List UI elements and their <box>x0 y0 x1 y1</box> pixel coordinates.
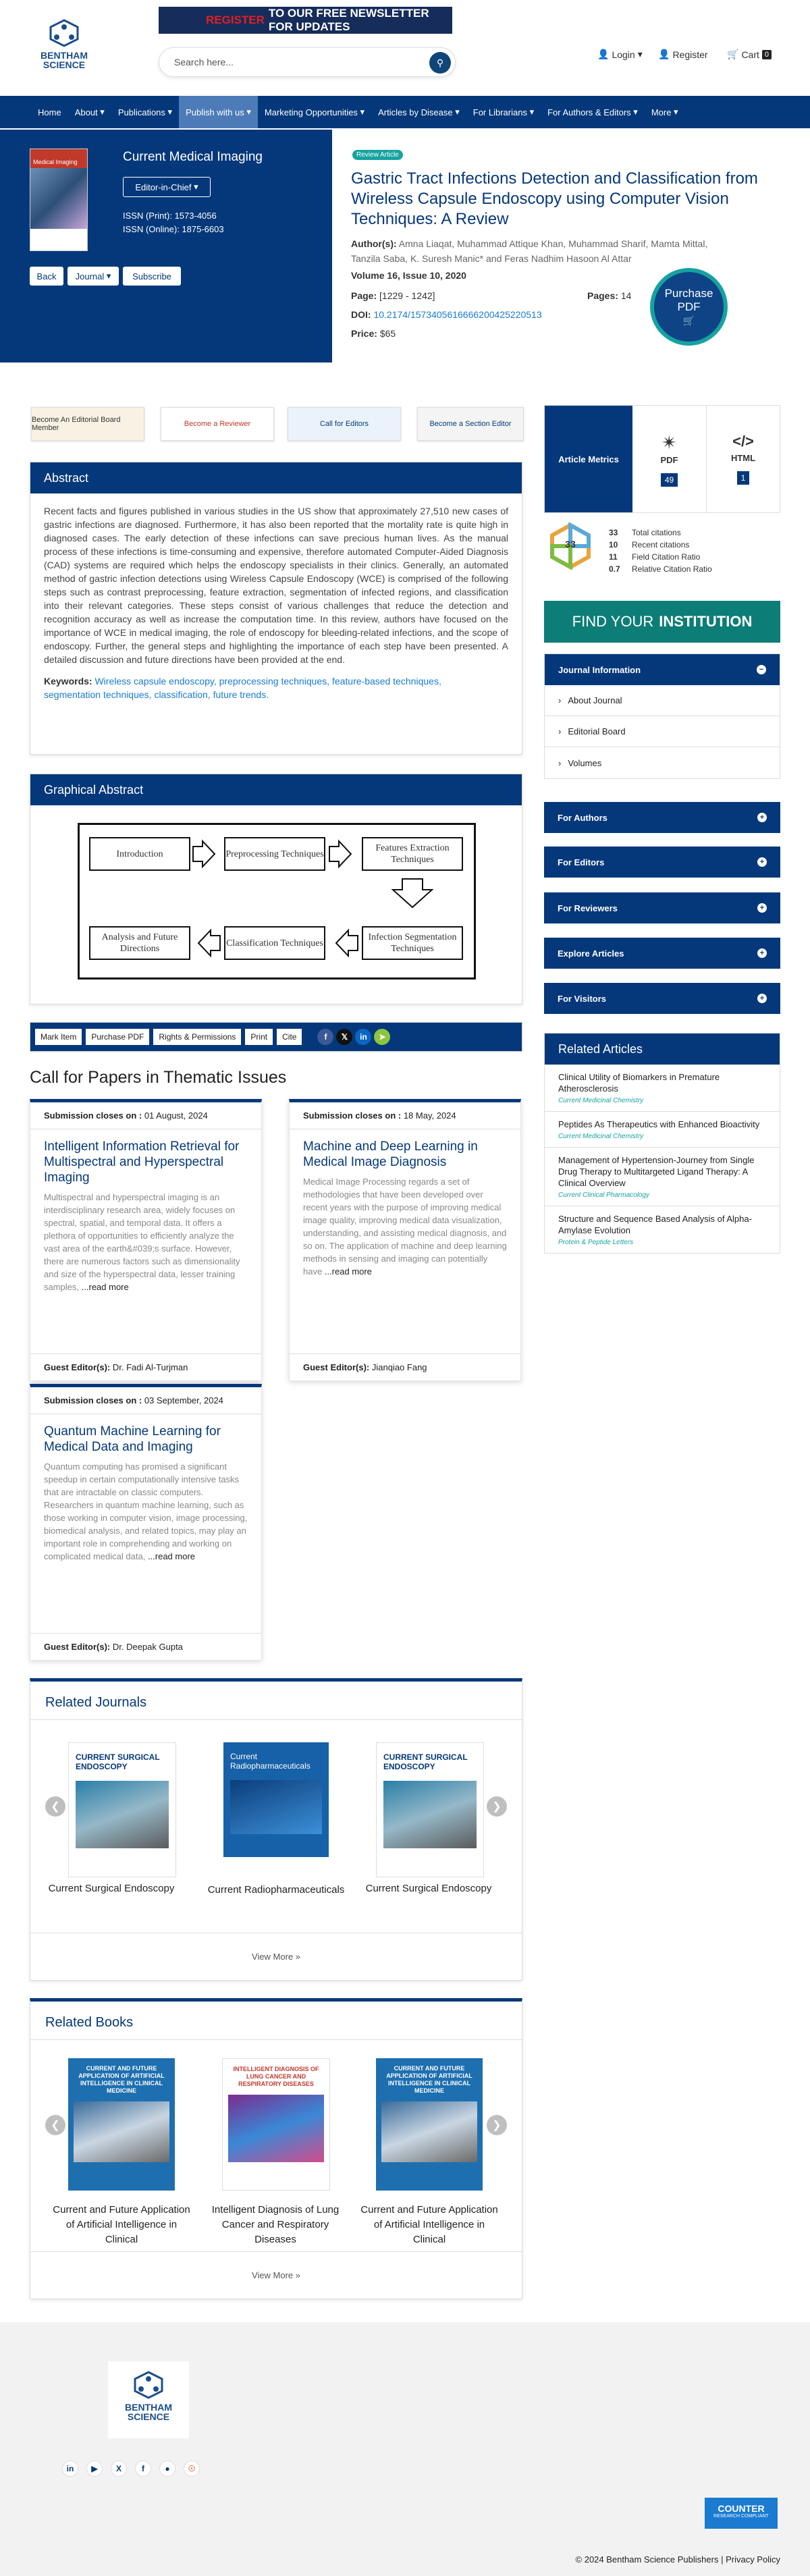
ge-label: Guest Editor(s): <box>44 1642 111 1652</box>
html-label: HTML <box>730 453 756 463</box>
graphical-abstract-heading: Graphical Abstract <box>30 774 522 805</box>
cfp-guest-editor <box>290 1353 520 1380</box>
cfp-desc-text: Multispectral and hyperspectral imaging is an interdisciplinary research area, widely focuses on spectral, spatial, and temporal data. It offers a plethora of opportunities to efficiently analyze the vast area of the earth&#039;s surface. However, there are numerous factors such as dimensionality and size of the hyperspectral data, lesser training samples, <box>44 1192 240 1292</box>
journal-info-item-label: Volumes <box>568 757 602 768</box>
search-icon: ⚲ <box>436 57 444 68</box>
linkedin-icon[interactable]: in <box>355 1029 371 1045</box>
cfp-card[interactable] <box>30 1099 262 1381</box>
related-article-journal: Current Medicinal Chemistry <box>558 1133 644 1140</box>
nav-home[interactable]: Home <box>38 107 61 117</box>
cfp-heading: Call for Papers in Thematic Issues <box>30 1068 287 1087</box>
cart-icon: 🛒 <box>682 315 695 326</box>
flow-diagram <box>78 823 476 980</box>
journal-info-item-label: About Journal <box>568 695 622 705</box>
subscribe-button[interactable]: Subscribe <box>123 267 181 286</box>
related-article[interactable] <box>545 1206 780 1253</box>
nav-publications-label: Publications <box>117 107 165 117</box>
flow-classification: Classification Techniques <box>224 926 325 960</box>
chevron-right-icon[interactable]: ❯ <box>487 1796 507 1817</box>
find-label-1: FIND YOUR <box>572 613 654 630</box>
accordion-explore-articles[interactable] <box>544 938 780 969</box>
sub-label: Submission closes on : <box>44 1395 142 1405</box>
chevron-right-icon: › <box>558 757 562 768</box>
page-info <box>351 290 435 301</box>
nav-librarians-label: For Librarians <box>473 107 527 117</box>
nav-authors-editors[interactable]: For Authors & Editors ▾ <box>547 107 638 117</box>
counter-label: COUNTER <box>718 2503 765 2514</box>
read-more-link[interactable]: ...read more <box>147 1551 196 1561</box>
accordion-for-visitors[interactable] <box>544 983 780 1014</box>
logo-hexagon-icon <box>47 19 81 47</box>
price-value: $65 <box>379 328 396 339</box>
mark-item-button[interactable]: Mark Item <box>34 1028 82 1046</box>
counter-badge[interactable] <box>705 2498 778 2529</box>
facebook-icon[interactable]: f <box>317 1029 333 1045</box>
purchase-label-2: PDF <box>677 300 701 313</box>
book-name-1[interactable]: Current and Future Application of Artificial Intelligence in Clinical <box>53 2204 190 2245</box>
related-article-journal: Current Clinical Pharmacology <box>558 1191 650 1199</box>
x-twitter-icon[interactable]: X <box>111 2461 127 2477</box>
related-journals-heading: Related Journals <box>45 1695 147 1710</box>
sub-date: 18 May, 2024 <box>403 1110 456 1121</box>
doi-label: DOI: <box>351 309 371 320</box>
journal-dropdown[interactable]: Journal ▾ <box>68 267 119 286</box>
plus-icon: + <box>757 994 767 1003</box>
weibo-icon[interactable]: ☉ <box>184 2461 200 2477</box>
chevron-left-icon[interactable]: ❮ <box>45 1796 65 1817</box>
youtube-icon[interactable]: ▶ <box>86 2461 103 2477</box>
abstract-panel <box>30 462 522 755</box>
citation-row <box>609 563 712 575</box>
journal-name-2[interactable]: Current Radiopharmaceuticals <box>207 1884 345 1896</box>
sub-date: 03 September, 2024 <box>144 1395 223 1405</box>
ge-name: Dr. Deepak Gupta <box>112 1642 183 1652</box>
book-cover-1-title: CURRENT AND FUTURE APPLICATION OF ARTIFICIAL INTELLIGENCE IN CLINICAL MEDICINE <box>78 2065 165 2094</box>
related-article-journal: Current Medicinal Chemistry <box>558 1097 644 1104</box>
cover-image <box>383 1781 477 1848</box>
volume-info: Volume 16, Issue 10, 2020 <box>351 270 466 281</box>
related-article-title: Management of Hypertension-Journey from Single Drug Therapy to Multitargeted Ligand Therapy: A Clinical Overview <box>558 1155 755 1188</box>
ge-label: Guest Editor(s): <box>303 1362 370 1372</box>
nav-more-label: More <box>651 107 672 117</box>
cfp-description <box>30 1185 261 1293</box>
divider <box>30 1719 522 1720</box>
citation-n: 11 <box>609 552 618 562</box>
chevron-left-icon[interactable]: ❮ <box>45 2115 65 2135</box>
journal-info-panel <box>544 653 780 779</box>
related-article[interactable] <box>545 1065 780 1112</box>
journal-info-item[interactable] <box>545 747 780 778</box>
ge-name: Dr. Fadi Al-Turjman <box>112 1362 188 1372</box>
nav-about-label: About <box>74 107 98 117</box>
rights-button[interactable]: Rights & Permissions <box>153 1028 242 1046</box>
cfp-description <box>290 1170 520 1278</box>
accordion-for-authors[interactable] <box>544 802 780 833</box>
read-more-link[interactable]: ...read more <box>324 1266 372 1277</box>
nav-marketing-label: Marketing Opportunities <box>264 107 358 117</box>
plus-icon: + <box>757 857 767 867</box>
footer-social <box>62 2461 200 2477</box>
divider <box>30 2039 522 2040</box>
editor-label: Editor-in-Chief <box>135 182 192 192</box>
related-article-title: Clinical Utility of Biomarkers in Premature Atherosclerosis <box>558 1072 720 1094</box>
cfp-desc-text: Medical Image Processing regards a set of methodologies that have been developed over recent years with the purpose of improving medical image quality, improving medical data visualization, understanding, and assisting medical diagnosis, and so on. The application of machine and deep learning methods in sensing and imaging can potentially have <box>303 1177 507 1277</box>
citation-row <box>609 551 712 563</box>
cfp-title[interactable]: Machine and Deep Learning in Medical Image Diagnosis <box>303 1139 478 1169</box>
sub-label: Submission closes on : <box>303 1110 402 1121</box>
citation-label: Field Citation Ratio <box>632 552 701 562</box>
article-title: Gastric Tract Infections Detection and Classification from Wireless Capsule Endoscopy using Computer Vision Techniques: A Review <box>351 169 758 228</box>
view-more-label: View More <box>251 1952 294 1962</box>
related-article-title: Structure and Sequence Based Analysis of Alpha-Amylase Evolution <box>558 1214 752 1235</box>
dimensions-badge[interactable] <box>544 522 780 583</box>
linkedin-icon[interactable]: in <box>62 2461 78 2477</box>
cfp-submission <box>290 1102 520 1129</box>
graphical-abstract-panel <box>30 774 522 1004</box>
journal-info-toggle[interactable] <box>545 654 780 685</box>
cfp-card[interactable] <box>30 1384 262 1661</box>
newsletter-banner[interactable] <box>159 7 452 34</box>
journal-cover-3-title: CURRENT SURGICAL ENDOSCOPY <box>383 1752 468 1771</box>
accordion-label: Explore Articles <box>558 948 624 959</box>
keywords-links-1[interactable]: Wireless capsule endoscopy, preprocessing techniques, feature-based techniques, <box>94 676 441 687</box>
pdf-label: PDF <box>660 455 678 465</box>
flow-arrows-icon <box>80 825 474 977</box>
price-label: Price: <box>351 328 377 339</box>
related-article[interactable] <box>545 1112 780 1148</box>
cfp-description <box>30 1455 261 1563</box>
related-articles-panel <box>544 1033 780 1254</box>
cfp-title[interactable]: Quantum Machine Learning for Medical Data and Imaging <box>44 1424 221 1454</box>
cfp-desc-text: Quantum computing has promised a significant speedup in certain computationally intensive tasks that are intractable on classic computers. Researchers in quantum machine learning, such as those working in computer vision, image processing, biomedical analysis, and related topics, may play an important role in comprehending and working on complicated medical data, <box>44 1461 248 1561</box>
view-more-label: View More <box>251 2270 294 2280</box>
nav-articles-disease[interactable]: Articles by Disease ▾ <box>378 107 460 117</box>
cover-title: Medical Imaging <box>30 149 87 168</box>
book-cover-3-title: CURRENT AND FUTURE APPLICATION OF ARTIFICIAL INTELLIGENCE IN CLINICAL MEDICINE <box>386 2065 473 2094</box>
search-bar[interactable] <box>159 47 456 77</box>
abstract-heading: Abstract <box>30 462 522 493</box>
divider <box>30 2251 522 2252</box>
editor-in-chief-button[interactable]: Editor-in-Chief ▾ <box>123 177 211 197</box>
related-journals-panel <box>30 1678 522 1981</box>
nav-about[interactable]: About ▾ <box>74 107 105 117</box>
journal-info-item-label: Editorial Board <box>568 726 626 736</box>
article-type-badge: Review Article <box>352 150 403 160</box>
accordion-label: For Editors <box>558 857 605 867</box>
cover-image <box>228 2095 324 2162</box>
view-more-books[interactable]: View More » <box>251 2270 301 2280</box>
nav-disease-label: Articles by Disease <box>378 107 453 117</box>
banner-register: REGISTER <box>206 14 265 26</box>
book-cover-3[interactable] <box>376 2058 483 2191</box>
pdf-icon: ✴ <box>661 432 678 453</box>
journal-cover-3[interactable] <box>376 1742 484 1877</box>
nav-authors-label: For Authors & Editors <box>547 107 631 117</box>
cart-label: Cart <box>741 49 759 60</box>
register-link[interactable] <box>658 49 708 60</box>
chevron-right-icon[interactable]: ❯ <box>487 2115 507 2135</box>
related-article-journal: Protein & Peptide Letters <box>558 1239 634 1246</box>
cfp-title[interactable]: Intelligent Information Retrieval for Multispectral and Hyperspectral Imaging <box>44 1139 240 1185</box>
accordion-label: For Reviewers <box>558 903 618 913</box>
accordion-label: For Visitors <box>558 993 607 1004</box>
dimensions-score: 33 <box>565 539 576 549</box>
journal-cover-1[interactable] <box>68 1742 176 1877</box>
accordion-label: For Authors <box>558 812 608 823</box>
citation-row <box>609 527 712 539</box>
footer-logo-text-2: SCIENCE <box>127 2411 170 2422</box>
related-books-panel <box>30 1998 522 2299</box>
find-institution-banner[interactable] <box>544 601 780 643</box>
authors-block <box>351 236 796 266</box>
issn-online: ISSN (Online): 1875-6603 <box>123 224 224 234</box>
flow-introduction: Introduction <box>89 837 190 871</box>
find-label-2: INSTITUTION <box>659 613 753 630</box>
journal-btn-label: Journal <box>75 271 105 281</box>
journal-info-item[interactable] <box>545 685 780 716</box>
nav-publications[interactable]: Publications ▾ <box>117 107 173 117</box>
logo-hexagon-icon <box>132 2371 165 2399</box>
logo-text-2: SCIENCE <box>43 59 86 70</box>
book-cover-2[interactable] <box>222 2058 330 2191</box>
book-cover-1[interactable] <box>68 2058 175 2191</box>
page-label: Page: <box>351 290 377 301</box>
nav-marketing[interactable]: Marketing Opportunities ▾ <box>264 107 365 117</box>
price-info <box>351 328 396 339</box>
login-link[interactable] <box>597 49 643 60</box>
citation-stats <box>609 527 712 575</box>
site-logo[interactable] <box>34 19 94 80</box>
ad-editorial-board[interactable]: Become An Editorial Board Member <box>31 407 144 441</box>
share-icon[interactable]: ➤ <box>374 1029 390 1045</box>
main-nav <box>0 96 810 128</box>
minus-icon: − <box>757 665 766 674</box>
cite-button[interactable]: Cite <box>276 1028 302 1046</box>
flow-preprocessing: Preprocessing Techniques <box>224 837 325 871</box>
citation-n: 33 <box>609 528 618 537</box>
nav-publish-label: Publish with us <box>186 107 244 117</box>
privacy-link[interactable]: Privacy Policy <box>726 2554 780 2565</box>
doi-info <box>351 309 542 320</box>
search-input[interactable]: Search here... <box>174 57 234 68</box>
journal-info-item[interactable] <box>545 716 780 747</box>
keywords <box>30 666 522 701</box>
cart-icon: 🛒 <box>727 49 739 59</box>
related-books-heading: Related Books <box>45 2015 134 2030</box>
user-icon: 👤 <box>597 49 610 59</box>
citation-label: Relative Citation Ratio <box>632 564 712 574</box>
chevron-right-icon: › <box>558 695 562 705</box>
sub-date: 01 August, 2024 <box>144 1110 208 1121</box>
issn-print: ISSN (Print): 1573-4056 <box>123 211 217 221</box>
cover-image <box>381 2101 477 2162</box>
journal-cover-2[interactable] <box>223 1742 329 1857</box>
counter-sub: RESEARCH COMPLIANT <box>713 2514 769 2519</box>
html-metric[interactable] <box>707 406 780 512</box>
footer-logo[interactable] <box>108 2361 189 2438</box>
x-twitter-icon[interactable]: 𝕏 <box>336 1029 352 1045</box>
purchase-pdf-tool[interactable]: Purchase PDF <box>85 1028 150 1046</box>
user-plus-icon: 👤 <box>658 49 670 59</box>
page-value: [1229 - 1242] <box>379 290 435 301</box>
pdf-count: 49 <box>661 473 678 487</box>
copyright-text: © 2024 Bentham Science Publishers <box>575 2554 719 2565</box>
cfp-submission <box>30 1387 261 1414</box>
plus-icon: + <box>757 903 767 913</box>
code-icon: </> <box>732 433 754 450</box>
book-cover-2-title: INTELLIGENT DIAGNOSIS OF LUNG CANCER AND RESPIRATORY DISEASES <box>233 2066 319 2087</box>
purchase-pdf-button[interactable] <box>650 268 728 346</box>
citation-n: 0.7 <box>609 564 620 574</box>
read-more-link[interactable]: ...read more <box>81 1282 129 1292</box>
ad-reviewer[interactable]: Become a Reviewer <box>161 407 274 441</box>
chevron-down-icon: ▾ <box>637 49 643 59</box>
related-articles-heading: Related Articles <box>545 1034 780 1065</box>
ge-name: Jianqiao Fang <box>371 1362 427 1372</box>
journal-name-3[interactable]: Current Surgical Endoscopy <box>365 1883 492 1894</box>
search-button[interactable] <box>429 52 451 74</box>
journal-name-1[interactable]: Current Surgical Endoscopy <box>48 1883 175 1894</box>
purchase-label: Purchase <box>664 286 713 300</box>
footer-logo-text: BENTHAM <box>125 2402 172 2413</box>
pages-info <box>587 290 631 301</box>
citation-row <box>609 539 712 551</box>
related-article[interactable] <box>545 1148 780 1206</box>
cfp-guest-editor <box>30 1353 261 1380</box>
authors-label: Author(s): <box>351 238 397 249</box>
facebook-icon[interactable]: f <box>135 2461 151 2477</box>
cover-image <box>230 1780 322 1834</box>
journal-info-label: Journal Information <box>558 664 641 675</box>
keywords-links-2[interactable]: segmentation techniques, classification, future trends. <box>44 689 269 700</box>
citation-n: 10 <box>609 540 618 549</box>
cover-image <box>30 168 87 229</box>
nav-librarians[interactable]: For Librarians ▾ <box>473 107 535 117</box>
abstract-text: Recent facts and figures published in various studies in the US show that approximately 27,510 new cases of gastric infections are diagnosed. Furthermore, it has also been reported that the mortality rate is quite high in diagnosed cases. The early detection of these infections can save precious human lives. As the manual process of these infections is time-consuming and expensive, therefore automated Computer-Aided Diagnosis (CAD) systems are required which helps the endoscopy specialists in their clinics. Generally, an automated method of gastric infection detections using Wireless Capsule Endoscopy (WCE) is comprised of the following steps such as contrast preprocessing, feature extraction, segmentation of infected regions, and classification into their relevant categories. These steps consist of various challenges that reduce the detection and recognition accuracy as well as increase the computation time. In this review, authors have focused on the importance of WCE in medical imaging, the role of endoscopy for bleeding-related infections, and the scope of endoscopy. Further, the general steps and highlighting the importance of each step have been presented. A detailed discussion and future directions have been provided at the end. <box>44 506 508 665</box>
flow-segmentation: Infection Segmentation Techniques <box>362 926 463 960</box>
article-metrics <box>544 405 780 513</box>
view-more-journals[interactable]: View More » <box>251 1952 301 1962</box>
nav-more[interactable]: More ▾ <box>651 107 678 117</box>
sub-label: Submission closes on : <box>44 1110 142 1121</box>
book-name-2[interactable]: Intelligent Diagnosis of Lung Cancer and Respiratory Diseases <box>211 2204 340 2245</box>
related-article-title: Peptides As Therapeutics with Enhanced Bioactivity <box>558 1119 760 1129</box>
copyright: © 2024 Bentham Science Publishers | Privacy Policy <box>575 2554 780 2565</box>
cover-image <box>74 2101 169 2162</box>
metrics-heading: Article Metrics <box>545 406 632 512</box>
cfp-guest-editor <box>30 1633 261 1660</box>
cover-image <box>76 1781 169 1848</box>
journal-cover-1-title: CURRENT SURGICAL ENDOSCOPY <box>76 1752 160 1771</box>
cart-count: 0 <box>762 50 772 59</box>
cfp-card[interactable] <box>289 1099 521 1381</box>
book-name-3[interactable]: Current and Future Application of Artificial Intelligence in Clinical <box>360 2204 498 2245</box>
ad-call-editors[interactable]: Call for Editors <box>288 407 401 441</box>
pages-label: Pages: <box>587 290 618 301</box>
nav-publish[interactable]: Publish with us ▾ <box>179 96 258 128</box>
accordion-for-reviewers[interactable] <box>544 892 780 923</box>
wechat-icon[interactable]: ● <box>159 2461 176 2477</box>
citation-label: Recent citations <box>632 540 690 549</box>
site-footer <box>0 2322 810 2576</box>
plus-icon: + <box>757 813 767 822</box>
html-count: 1 <box>737 471 750 485</box>
logo-text: BENTHAM <box>40 50 88 61</box>
authors-line1[interactable]: Amna Liaqat, Muhammad Attique Khan, Muhammad Sharif, Mamta Mittal, <box>398 238 708 249</box>
cfp-submission <box>30 1102 261 1129</box>
flow-features: Features Extraction Techniques <box>362 837 463 871</box>
journal-name[interactable]: Current Medical Imaging <box>123 150 263 164</box>
citation-label: Total citations <box>632 528 681 537</box>
flow-analysis: Analysis and Future Directions <box>89 926 190 960</box>
journal-cover[interactable] <box>30 149 88 251</box>
ad-section-editor[interactable]: Become a Section Editor <box>417 407 524 441</box>
authors-line2[interactable]: Tanzila Saba, K. Suresh Manic* and Feras Nadhim Hasoon Al Attar <box>351 253 632 264</box>
doi-link[interactable]: 10.2174/1573405616666200425220513 <box>373 309 542 320</box>
register-label: Register <box>672 49 708 60</box>
print-button[interactable]: Print <box>244 1028 273 1046</box>
keywords-label: Keywords: <box>44 676 92 687</box>
ge-label: Guest Editor(s): <box>44 1362 111 1372</box>
login-label: Login <box>612 49 635 60</box>
journal-cover-2-title: Current Radiopharmaceuticals <box>230 1752 310 1771</box>
pages-value: 14 <box>620 290 632 301</box>
pdf-metric[interactable] <box>632 406 707 512</box>
plus-icon: + <box>757 948 767 958</box>
chevron-right-icon: › <box>558 726 562 736</box>
cart-link[interactable] <box>727 49 772 60</box>
accordion-for-editors[interactable] <box>544 847 780 878</box>
article-toolbar <box>30 1022 522 1052</box>
banner-text: TO OUR FREE NEWSLETTER FOR UPDATES <box>268 7 429 33</box>
back-button[interactable]: Back <box>30 267 63 286</box>
